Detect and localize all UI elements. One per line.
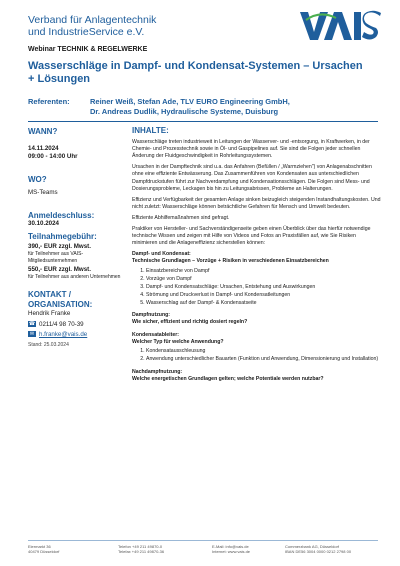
content-paragraph-1: Wasserschläge treten industrieweit in Leitungen der Wasserver- und -entsorgung, in Kraftwerken, in der Chemie- und Prozesstechnik sowie in Öl- und Gaspipelines auf. Sie sind die Folgen jeder schnellen Änderung der Fluidgeschwindigkeit in Rohrleitungssystemen. xyxy=(132,139,370,160)
section-dampfnutzung-title: Dampfnutzung: xyxy=(132,311,171,318)
section-nachdampf-subtitle: Welche energetischen Grundlagen gelten; welche Potentiale werden nutzbar? xyxy=(132,375,324,382)
referenten-names xyxy=(90,97,290,117)
anmeldeschluss-date: 30.10.2024 xyxy=(28,220,59,227)
contact-phone: 0211/4 98 70-39 xyxy=(39,320,84,328)
footer-line: E-Mail: info@vais.de xyxy=(212,544,249,549)
kontakt-label: KONTAKT / ORGANISATION: xyxy=(28,289,93,309)
list-item: 3. Dampf- und Kondensatschläge: Ursachen, Entstehung und Auswirkungen xyxy=(146,284,382,291)
location: MS-Teams xyxy=(28,189,58,196)
footer-address xyxy=(28,544,59,554)
footer-line: Internet: www.vais.de xyxy=(212,549,251,554)
footer-line: 40479 Düsseldorf xyxy=(28,549,60,554)
fee-nonmember-desc: für Teilnehmer aus anderen Unternehmen xyxy=(28,274,121,280)
footer-line: Eiermarkt 36 xyxy=(28,544,51,549)
content-paragraph-4: Effiziente Abhilfemaßnahmen sind gefragt. xyxy=(132,214,230,221)
footer-divider xyxy=(28,540,378,541)
vais-logo-graphic xyxy=(300,10,382,42)
footer-bank xyxy=(285,544,351,554)
referenten-label: Referenten: xyxy=(28,97,70,106)
document-stand: Stand: 25.03.2024 xyxy=(28,341,69,348)
contact-email-row xyxy=(28,331,128,339)
section-dampfnutzung-subtitle: Wie sicher, effizient und richtig dosiert regeln? xyxy=(132,319,248,326)
footer-line: Commerzbank AG, Düsseldorf xyxy=(285,544,340,549)
section-nachdampf-title: Nachdampfnutzung: xyxy=(132,368,183,375)
contact-phone-row xyxy=(28,321,128,329)
list-item: 1. Einsatzbereiche von Dampf xyxy=(146,268,382,275)
list-item: 1. Kondensatausschleusung xyxy=(146,348,382,355)
contact-email-link[interactable]: h.franke@vais.de xyxy=(39,330,88,338)
section-kondensatableiter-title: Kondensatableiter: xyxy=(132,332,179,339)
content-paragraph-2: Ursachen in der Dampftechnik sind u.a. das Anfahren (Befüllen / „Warmziehen") von Anlagenabschnitten ohne eine effiziente Entwässerung. Das Zusammenführen von Kondensaten aus unterschiedlichen Dampfdruckstufen führt zur Nachverdampfung und Kondensationsschlägen. Die Folgen sind Mess- und Dosierungsprobleme, Leckagen bis hin zu Leitungsabrissen, Probleme an Halterungen. xyxy=(132,164,372,192)
content-column xyxy=(132,127,382,383)
wo-label: WO? xyxy=(28,175,47,184)
footer-line: Telefon +49 211 49870-0 xyxy=(118,544,163,549)
footer-line: Telefax +49 211 49870-36 xyxy=(118,549,165,554)
referenten-line-2: Dr. Andreas Dudlik, Hydraulische Systeme, Duisburg xyxy=(90,107,279,116)
webinar-category: Webinar TECHNIK & REGELWERKE xyxy=(28,46,148,53)
list-item: 2. Anwendung unterschiedlicher Bauarten (Funktion und Anwendung, Dimensionierung und Installation) xyxy=(146,356,382,363)
organization-name xyxy=(28,14,156,38)
section-dampf-title: Dampf- und Kondensat: xyxy=(132,251,191,258)
fee-member-desc: für Teilnehmer aus VAIS-Mitgliedsunternehmen xyxy=(28,251,84,264)
footer-web xyxy=(212,544,250,554)
event-time: 09:00 - 14:00 Uhr xyxy=(28,153,78,160)
org-line-2: und IndustrieService e.V. xyxy=(28,26,145,38)
vais-logo xyxy=(300,10,382,42)
content-paragraph-5: Praktiker von Hersteller- und Sachverständigenseite geben einen Überblick über das hierfür notwendige technische Wissen und zeigen mit Hilfe von Videos und Fotos an Praxisfällen auf, wie Sie Risiken minimieren und die Anlageneffizienz sicherstellen können: xyxy=(132,226,371,247)
referenten-line-1: Reiner Weiß, Stefan Ade, TLV EURO Engineering GmbH, xyxy=(90,97,290,106)
event-date: 14.11.2024 xyxy=(28,145,59,152)
footer-line: IBAN DE56 3004 0000 0212 2798 00 xyxy=(285,549,352,554)
fee-nonmember-amount: 550,- EUR zzgl. Mwst. xyxy=(28,266,91,273)
contact-name: Hendrik Franke xyxy=(28,309,71,317)
email-icon: ✉ xyxy=(29,330,35,337)
left-column xyxy=(28,127,128,348)
inhalte-label: INHALTE: xyxy=(132,126,169,135)
list-item: 2. Vorzüge von Dampf xyxy=(146,276,382,283)
wann-label: WANN? xyxy=(28,127,58,136)
section-dampf-list xyxy=(132,268,382,307)
fee-member-amount: 390,- EUR zzgl. Mwst. xyxy=(28,243,91,250)
anmeldeschluss-label: Anmeldeschluss: xyxy=(28,211,95,220)
divider xyxy=(28,121,378,122)
content-paragraph-3: Effizienz und Verfügbarkeit der gesamten Anlage sinken beizugleich steigenden Instandhaltungskosten. Und nicht zuletzt: Wasserschläge können beträchtliche Gefahren für Mensch und Umwelt bedeuten. xyxy=(132,196,381,210)
fee-label: Teilnahmegebühr: xyxy=(28,232,97,241)
org-line-1: Verband für Anlagentechnik xyxy=(28,14,157,26)
page-title: Wasserschläge in Dampf- und Kondensat-Systemen – Ursachen + Lösungen xyxy=(28,60,363,85)
list-item: 5. Wasserschlag auf der Dampf- & Kondensatseite xyxy=(146,300,382,307)
section-kondensatableiter-list xyxy=(132,348,382,363)
section-dampf-subtitle: Technische Grundlagen – Vorzüge + Risiken in verschiedenen Einsatzbereichen xyxy=(132,258,329,265)
section-kondensatableiter-subtitle: Welcher Typ für welche Anwendung? xyxy=(132,339,224,346)
phone-icon: ☎ xyxy=(28,320,36,327)
list-item: 4. Strömung und Druckverlust in Dampf- und Kondensatleitungen xyxy=(146,292,382,299)
footer-phone xyxy=(118,544,164,554)
